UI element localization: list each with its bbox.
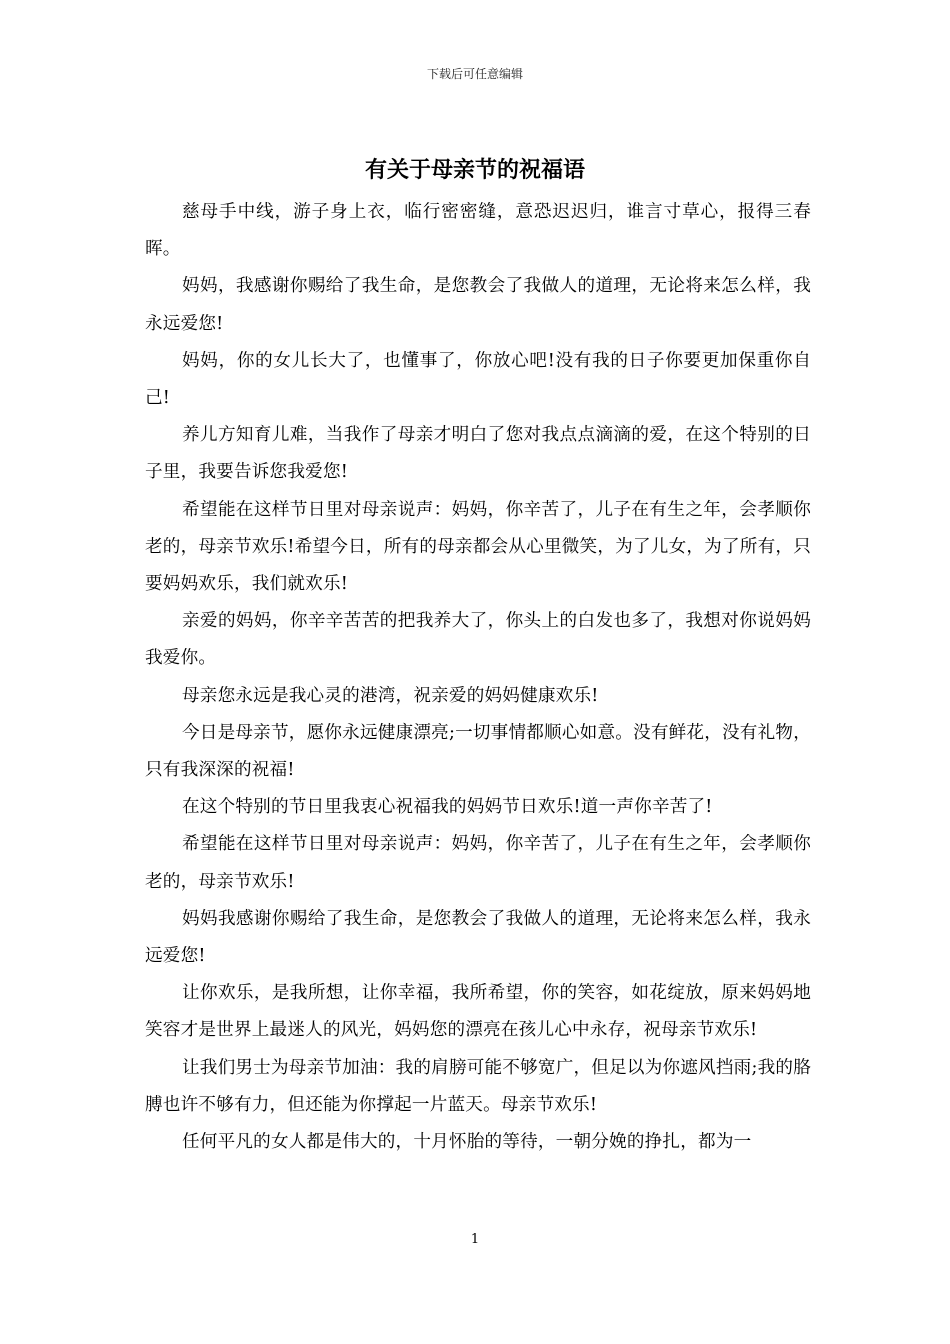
- paragraph: 今日是母亲节，愿你永远健康漂亮;一切事情都顺心如意。没有鲜花，没有礼物，只有我深深的祝福!: [145, 722, 811, 781]
- paragraph: 母亲您永远是我心灵的港湾，祝亲爱的妈妈健康欢乐!: [182, 685, 599, 706]
- page-number: 1: [470, 1232, 480, 1247]
- document-body: [145, 194, 811, 1161]
- page-header-note: 下载后可任意编辑: [426, 67, 523, 81]
- paragraph: 慈母手中线，游子身上衣，临行密密缝，意恐迟迟归，谁言寸草心，报得三春晖。: [145, 202, 811, 260]
- document-title: 有关于母亲节的祝福语: [364, 157, 585, 183]
- paragraph: 亲爱的妈妈，你辛辛苦苦的把我养大了，你头上的白发也多了，我想对你说妈妈我爱你。: [145, 611, 811, 669]
- paragraph: 让你欢乐，是我所想，让你幸福，我所希望，你的笑容，如花绽放，原来妈妈地笑容才是世界上最迷人的风光，妈妈您的漂亮在孩儿心中永存，祝母亲节欢乐!: [145, 983, 811, 1041]
- paragraph: 妈妈，我感谢你赐给了我生命，是您教会了我做人的道理，无论将来怎么样，我永远爱您!: [145, 276, 811, 334]
- paragraph: 任何平凡的女人都是伟大的，十月怀胎的等待，一朝分娩的挣扎，都为一: [182, 1132, 752, 1153]
- paragraph: 妈妈我感谢你赐给了我生命，是您教会了我做人的道理，无论将来怎么样，我永远爱您!: [145, 908, 811, 967]
- paragraph: 妈妈，你的女儿长大了，也懂事了，你放心吧!没有我的日子你要更加保重你自己!: [145, 350, 811, 409]
- paragraph: 让我们男士为母亲节加油：我的肩膀可能不够宽广，但足以为你遮风挡雨;我的胳膊也许不够有力，但还能为你撑起一片蓝天。母亲节欢乐!: [145, 1057, 811, 1115]
- paragraph: 希望能在这样节日里对母亲说声：妈妈，你辛苦了，儿子在有生之年，会孝顺你老的，母亲节欢乐!希望今日，所有的母亲都会从心里微笑，为了儿女，为了所有，只要妈妈欢乐，我们就欢乐!: [145, 499, 811, 595]
- paragraph: 希望能在这样节日里对母亲说声：妈妈，你辛苦了，儿子在有生之年，会孝顺你老的，母亲节欢乐!: [145, 834, 811, 892]
- paragraph: 养儿方知育儿难，当我作了母亲才明白了您对我点点滴滴的爱，在这个特别的日子里，我要告诉您我爱您!: [145, 425, 811, 483]
- paragraph: 在这个特别的节日里我衷心祝福我的妈妈节日欢乐!道一声你辛苦了!: [182, 797, 713, 818]
